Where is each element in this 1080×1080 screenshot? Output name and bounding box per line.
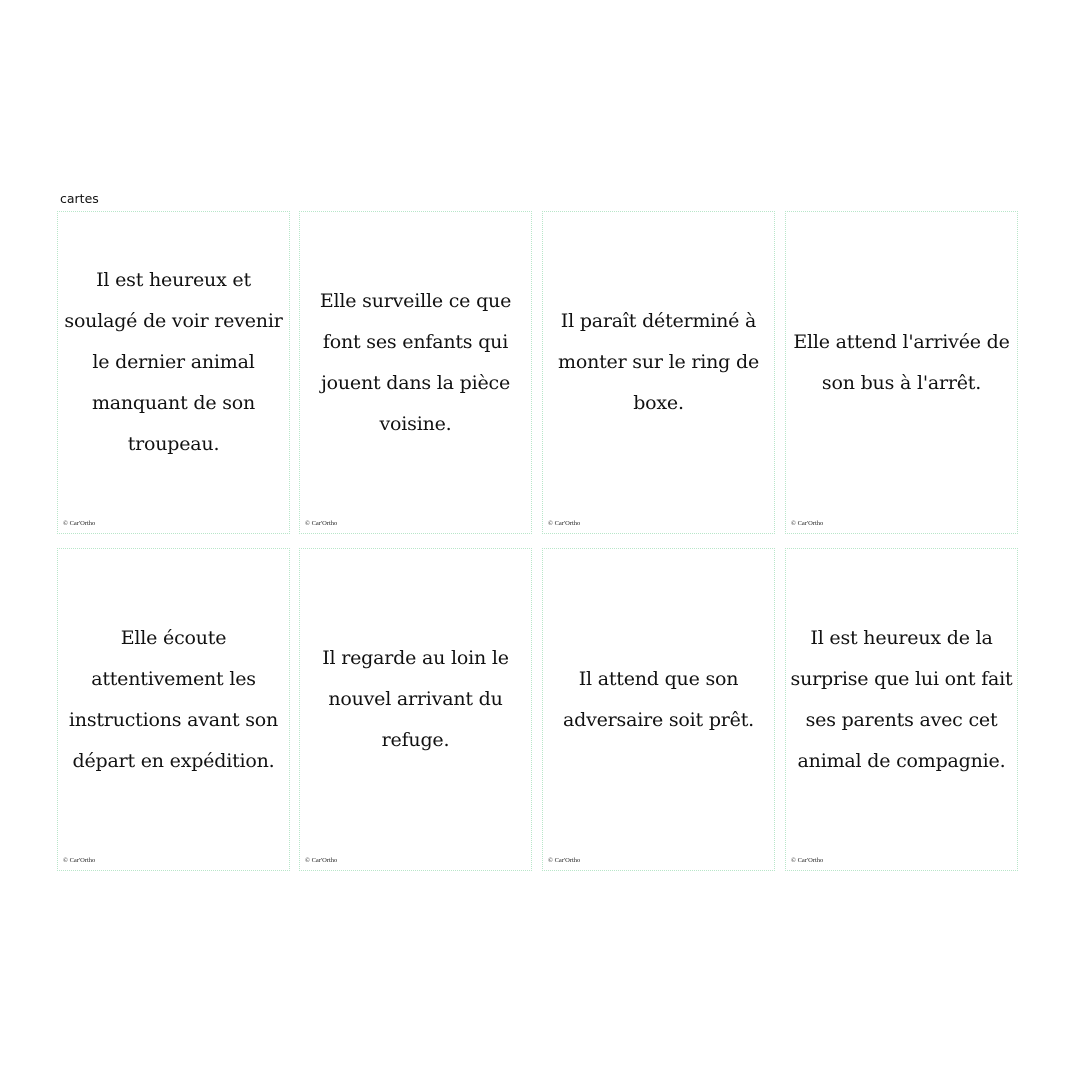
card — [299, 211, 532, 534]
card — [57, 548, 290, 871]
card-text: Il est heureux de la surprise que lui ont fait ses parents avec cet animal de compagnie. — [790, 626, 1013, 772]
card — [57, 211, 290, 534]
card-credit: © Car'Ortho — [791, 520, 824, 527]
card-text: Elle surveille ce que font ses enfants qui jouent dans la pièce voisine. — [319, 289, 512, 435]
card-text: Il est heureux et soulagé de voir revenir le dernier animal manquant de son troupeau. — [64, 269, 283, 455]
card-credit: © Car'Ortho — [305, 857, 338, 864]
card-credit: © Car'Ortho — [63, 520, 96, 527]
card — [785, 211, 1018, 534]
card-text: Il regarde au loin le nouvel arrivant du refuge. — [322, 647, 509, 751]
card-credit: © Car'Ortho — [791, 857, 824, 864]
card-text: Il attend que son adversaire soit prêt. — [563, 667, 754, 731]
card-credit: © Car'Ortho — [63, 857, 96, 864]
card-credit: © Car'Ortho — [548, 520, 581, 527]
card — [785, 548, 1018, 871]
card — [542, 548, 775, 871]
card-text: Elle écoute attentivement les instructions avant son départ en expédition. — [68, 626, 279, 772]
card-text: Il paraît déterminé à monter sur le ring de boxe. — [558, 310, 759, 414]
page-label: cartes — [60, 191, 99, 206]
card — [299, 548, 532, 871]
card-credit: © Car'Ortho — [548, 857, 581, 864]
card-credit: © Car'Ortho — [305, 520, 338, 527]
card — [542, 211, 775, 534]
card-text: Elle attend l'arrivée de son bus à l'arrêt. — [793, 330, 1010, 394]
